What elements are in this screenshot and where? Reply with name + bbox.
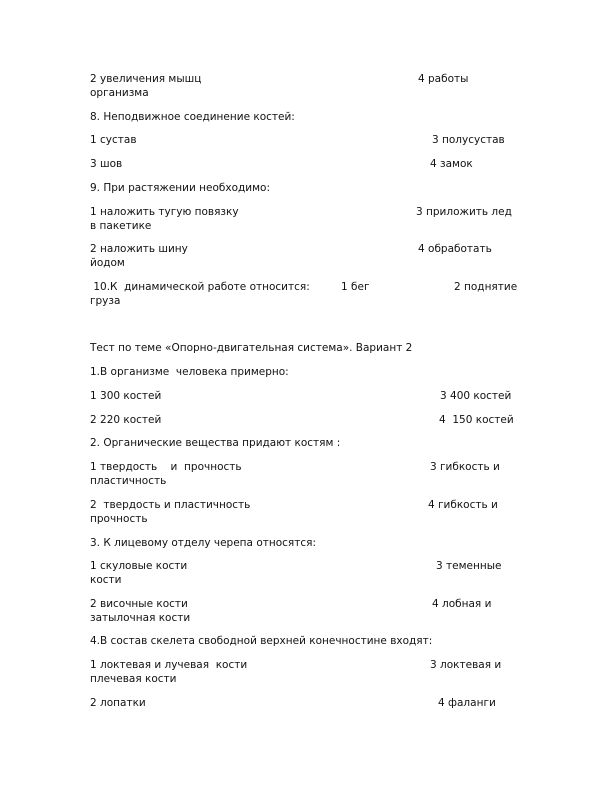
- v2-q4-option-3-cont: плечевая кости: [90, 673, 177, 685]
- q7-option-2: 2 увеличения мышц: [90, 73, 202, 85]
- q8-option-3: 3 полусустав: [432, 134, 505, 146]
- v2-q2-option-4: 4 гибкость и: [428, 499, 498, 511]
- v2-q3-option-4-cont: затылочная кости: [90, 612, 191, 624]
- q7-option-4: 4 работы: [418, 73, 469, 85]
- q10-option-2-cont: груза: [90, 295, 121, 307]
- v2-q2-option-1: 1 твердость и прочность: [90, 461, 242, 473]
- question-8: 8. Неподвижное соединение костей:: [90, 111, 295, 123]
- q8-option-3b: 3 шов: [90, 158, 123, 170]
- q9-option-3-cont: в пакетике: [90, 220, 152, 232]
- q7-option-4-cont: организма: [90, 87, 149, 99]
- q9-option-2: 2 наложить шину: [90, 243, 188, 255]
- v2-q4-option-3: 3 локтевая и: [430, 659, 502, 671]
- q10-option-2: 2 поднятие: [454, 281, 518, 293]
- v2-q1-option-2: 2 220 костей: [90, 414, 162, 426]
- v2-q3-option-3: 3 теменные: [436, 560, 502, 572]
- q9-option-4-cont: йодом: [90, 257, 125, 269]
- q8-option-1: 1 сустав: [90, 134, 137, 146]
- v2-q1-option-3: 3 400 костей: [440, 390, 512, 402]
- v2-q4-option-2: 2 лопатки: [90, 697, 146, 709]
- v2-q2-option-3: 3 гибкость и: [430, 461, 500, 473]
- q10-option-1: 1 бег: [341, 281, 370, 293]
- v2-question-3: 3. К лицевому отделу черепа относятся:: [90, 537, 316, 549]
- v2-q1-option-4: 4 150 костей: [439, 414, 514, 426]
- q8-option-4: 4 замок: [430, 158, 473, 170]
- v2-q3-option-4: 4 лобная и: [432, 598, 492, 610]
- v2-question-2: 2. Органические вещества придают костям :: [90, 437, 341, 449]
- question-10: 10.К динамической работе относится:: [90, 281, 310, 293]
- q9-option-1: 1 наложить тугую повязку: [90, 206, 239, 218]
- v2-q4-option-4: 4 фаланги: [438, 697, 496, 709]
- v2-q3-option-1: 1 скуловые кости: [90, 560, 188, 572]
- v2-q3-option-3-cont: кости: [90, 574, 122, 586]
- v2-q2-option-2: 2 твердость и пластичность: [90, 499, 251, 511]
- v2-question-1: 1.В организме человека примерно:: [90, 366, 289, 378]
- v2-q3-option-2: 2 височные кости: [90, 598, 188, 610]
- v2-q1-option-1: 1 300 костей: [90, 390, 162, 402]
- question-9: 9. При растяжении необходимо:: [90, 182, 270, 194]
- q9-option-3: 3 приложить лед: [416, 206, 512, 218]
- v2-q4-option-1: 1 локтевая и лучевая кости: [90, 659, 248, 671]
- q9-option-4: 4 обработать: [418, 243, 492, 255]
- v2-q2-option-3-cont: пластичность: [90, 475, 167, 487]
- v2-question-4: 4.В состав скелета свободной верхней конечностине входят:: [90, 635, 433, 647]
- test-title: Тест по теме «Опорно-двигательная система». Вариант 2: [90, 342, 413, 354]
- v2-q2-option-4-cont: прочность: [90, 513, 148, 525]
